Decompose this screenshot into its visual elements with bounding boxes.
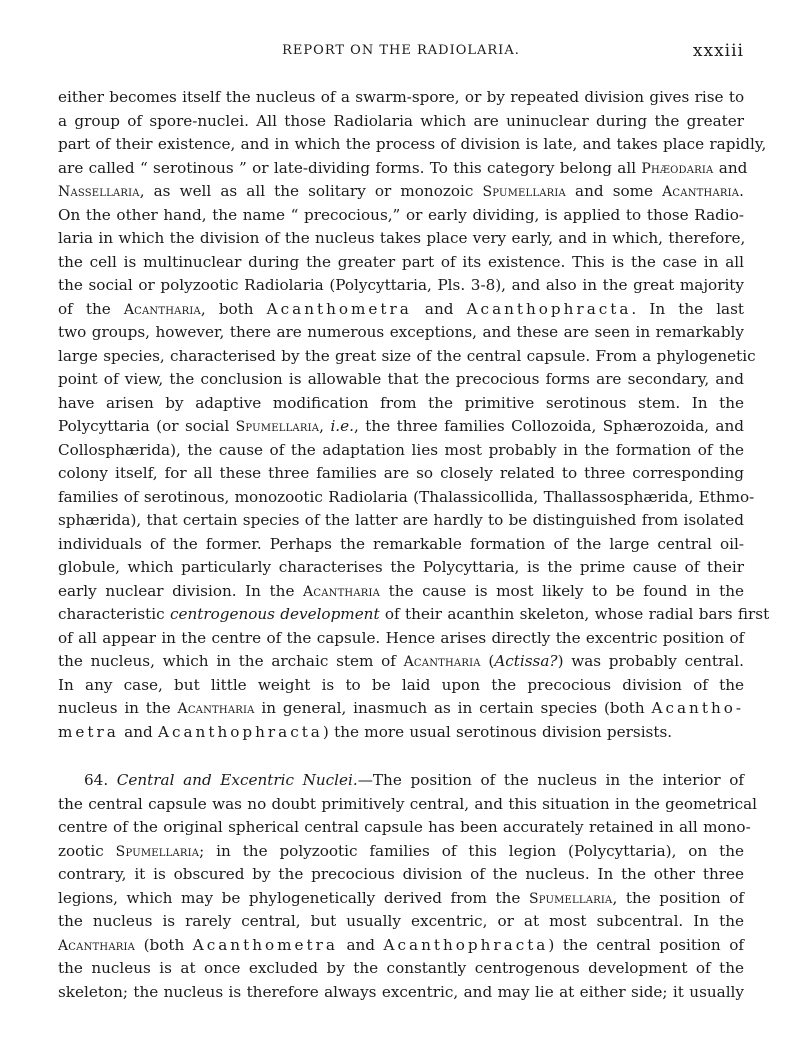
taxon-name: Spumellaria	[115, 843, 200, 860]
text-line	[58, 887, 744, 911]
genus-name: Acanthophracta	[466, 299, 632, 318]
text-line: In any case, but little weight is to be laid upon the precocious division of the	[58, 675, 744, 694]
text-line: On the other hand, the name “ precocious,” or early dividing, is applied to those Radio-	[58, 205, 744, 224]
text-line	[58, 840, 744, 864]
text-line: the cell is multinuclear during the greater part of its existence. This is the case in all	[58, 252, 744, 271]
text-line	[58, 415, 744, 439]
text-line: globule, which particularly characterises the Polycyttaria, is the prime cause of their	[58, 558, 744, 576]
text-line: the social or polyzootic Radiolaria (Polycyttaria, Pls. 3-8), and also in the great majority	[58, 276, 744, 294]
text-line: individuals of the former. Perhaps the remarkable formation of the large central oil-	[58, 534, 744, 553]
taxon-name: Spumellaria	[235, 419, 320, 435]
taxon-name: Phæodaria	[641, 160, 714, 177]
taxon-name: Acantharia	[123, 301, 201, 318]
text-line: part of their existence, and in which the process of division is late, and takes place rapidly,	[58, 135, 767, 153]
text-line	[58, 298, 744, 322]
text-run: —The position of the nucleus in the interior of	[357, 771, 745, 789]
text-run: Polycyttaria (or social	[58, 417, 236, 435]
text-line: the nucleus is rarely central, but usually excentric, or at most subcentral. In the	[58, 912, 744, 930]
text-run: ) the more usual serotinous division persists.	[322, 722, 673, 741]
text-line	[58, 934, 744, 958]
genus-name: Acanthometra	[192, 935, 338, 954]
text-line	[58, 650, 744, 674]
text-run: of the	[58, 299, 124, 318]
text-line: two groups, however, there are numerous exceptions, and these are seen in remarkably	[58, 323, 744, 341]
text-line: either becomes itself the nucleus of a swarm-spore, or by repeated division gives rise to	[58, 88, 745, 106]
paragraph-gap	[58, 744, 744, 769]
text-run: nucleus in the	[58, 699, 178, 717]
taxon-name: Nassellaria	[58, 184, 140, 200]
genus-name: Acantho-	[651, 699, 745, 717]
text-run: , both	[200, 299, 267, 318]
text-line	[58, 697, 744, 721]
text-line: a group of spore-nuclei. All those Radiolaria which are uninuclear during the greater	[58, 111, 744, 130]
text-run: in general, inasmuch as in certain species (both	[254, 699, 652, 717]
text-run: the cause is most likely to be found in the	[380, 581, 744, 600]
text-run: and	[411, 299, 467, 318]
italic-term: centrogenous development	[169, 605, 380, 623]
genus-name: Acanthophracta	[158, 722, 323, 741]
text-run: early nuclear division. In the	[58, 581, 304, 600]
text-line	[58, 769, 744, 793]
paragraph-nuclear-division	[58, 86, 770, 744]
text-run: . In the last	[631, 299, 745, 318]
text-run: legions, which may be phylogenetically derived from the	[58, 888, 529, 907]
text-line: families of serotinous, monozootic Radiolaria (Thalassicollida, Thallassosphærida, Ethmo-	[58, 487, 755, 506]
text-line: contrary, it is obscured by the precocious division of the nucleus. In the other three	[58, 865, 744, 883]
text-line: colony itself, for all these three families are so closely related to three corresponding	[58, 464, 744, 482]
text-line: have arisen by adaptive modification from the primitive serotinous stem. In the	[58, 393, 744, 412]
text-run: ) the central position of	[548, 935, 744, 954]
text-line: centre of the original spherical central capsule has been accurately retained in all mono-	[58, 818, 751, 836]
text-line: sphærida), that certain species of the latter are hardly to be distinguished from isolated	[58, 511, 744, 529]
taxon-name: Spumellaria	[482, 184, 566, 200]
genus-name: Acanthometra	[266, 299, 412, 318]
italic-term: Actissa?	[494, 652, 558, 670]
genus-name: metra	[58, 722, 119, 741]
running-head	[58, 41, 744, 63]
text-line: the central capsule was no doubt primitively central, and this situation in the geometrical	[58, 794, 758, 813]
taxon-name: Spumellaria	[528, 890, 613, 907]
text-line: the nucleus is at once excluded by the constantly centrogenous development of the	[58, 959, 744, 977]
text-line: of all appear in the centre of the capsule. Hence arises directly the excentric position of	[58, 628, 745, 647]
text-run: (both	[135, 935, 193, 954]
taxon-name: Acantharia	[177, 701, 255, 717]
text-run: ) was probably central.	[557, 652, 744, 670]
taxon-name: Acantharia	[403, 654, 481, 670]
text-line: laria in which the division of the nucleus takes place very early, and in which, therefore,	[58, 229, 746, 247]
text-line: Collosphærida), the cause of the adaptation lies most probably in the formation of the	[58, 440, 744, 459]
text-run: , the three families Collozoida, Sphærozoida, and	[353, 417, 744, 435]
text-run: ; in the polyzootic families of this legion (Polycyttaria), on the	[199, 841, 744, 860]
section-heading: Central and Excentric Nuclei.	[116, 771, 358, 789]
text-run: of their acanthin skeleton, whose radial bars first	[379, 605, 770, 623]
text-line	[58, 180, 744, 204]
taxon-name: Acantharia	[662, 184, 740, 200]
text-run: and	[337, 935, 384, 954]
text-run: ,	[319, 417, 331, 435]
text-line	[58, 580, 744, 604]
text-run: and some	[565, 182, 663, 200]
text-run: , the position of	[612, 888, 745, 907]
text-run: zootic	[58, 841, 116, 860]
section-number: 64.	[84, 771, 117, 789]
paragraph-central-excentric-nuclei	[58, 769, 758, 1004]
taxon-name: Acantharia	[303, 583, 381, 600]
text-run: , as well as all the solitary or monozoic	[139, 182, 483, 200]
text-line	[58, 603, 770, 627]
body-text	[58, 86, 770, 1004]
taxon-name: Acantharia	[58, 937, 136, 954]
text-run: are called “ serotinous ” or late-dividing forms. To this category belong all	[58, 158, 642, 177]
italic-term: i.e.	[330, 417, 354, 435]
genus-name: Acanthophracta	[383, 935, 549, 954]
text-run: and	[118, 722, 159, 741]
text-line: large species, characterised by the great size of the central capsule. From a phylogenetic	[58, 346, 756, 365]
text-line: point of view, the conclusion is allowable that the precocious forms are secondary, and	[58, 370, 744, 388]
running-title: REPORT ON THE RADIOLARIA.	[282, 43, 520, 58]
text-line: skeleton; the nucleus is therefore always excentric, and may lie at either side; it usually	[58, 982, 744, 1001]
text-run: (	[480, 652, 495, 670]
text-run: and	[713, 158, 748, 177]
text-run: the nucleus, which in the archaic stem of	[58, 652, 404, 670]
text-line	[58, 157, 748, 181]
text-line	[58, 721, 744, 745]
text-run: characteristic	[58, 605, 170, 623]
page-number: xxxiii	[692, 41, 744, 61]
text-run: .	[739, 182, 744, 200]
